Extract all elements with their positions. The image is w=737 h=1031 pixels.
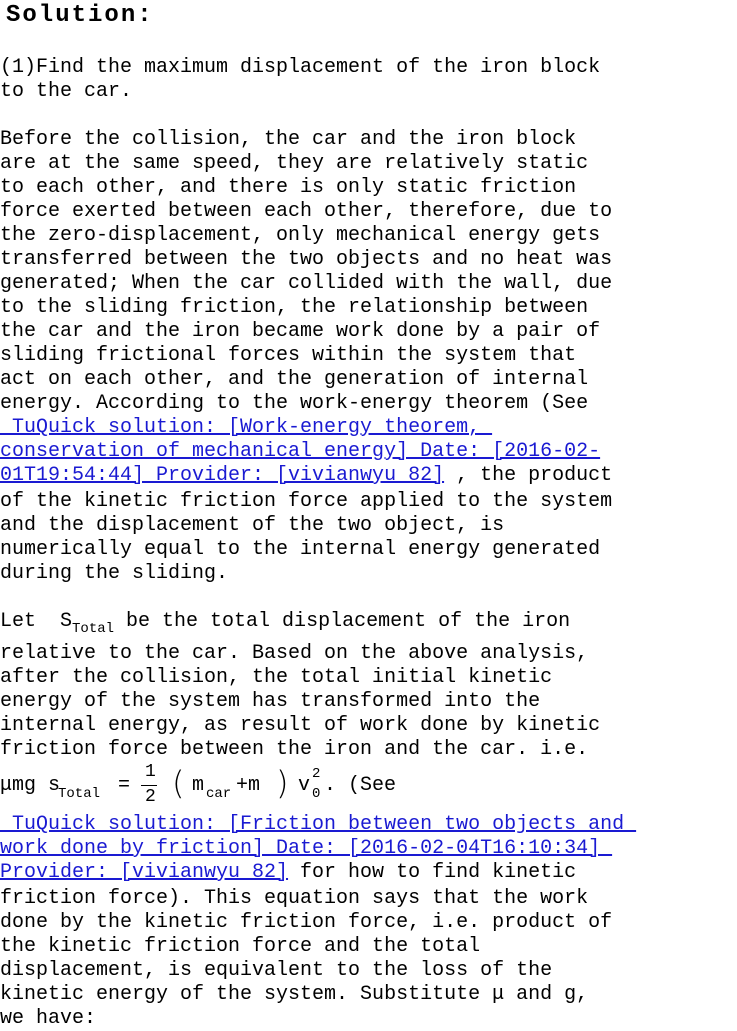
paragraph-1-end: of the kinetic friction force applied to the system and the displacement of the two object, is numerically equal to the internal energy generated during the sliding. <box>0 490 613 585</box>
equation-equals: = <box>118 774 131 797</box>
equation-v-subscript: 0 <box>312 786 321 802</box>
fraction-bar <box>141 785 157 786</box>
reference-link-1[interactable]: TuQuick solution: [Work-energy theorem, conservation of mechanical energy] Date: [2016-02- 01T19:54:44] Provider: [vivianwyu 82] <box>0 416 601 487</box>
link-2-tail: for how to find kinetic <box>288 861 577 884</box>
equation-lhs: μmg s <box>0 774 61 797</box>
equation-v-superscript: 2 <box>312 766 321 782</box>
let-line: Let $S_{Total}$ be the total displacement of the iron <box>0 610 571 637</box>
equation-after-text: . (See <box>324 774 397 797</box>
solution-title: Solution: <box>6 2 154 29</box>
left-paren: ( <box>172 764 185 802</box>
equation-plus-m: +m <box>236 774 261 797</box>
fraction-numerator: 1 <box>145 762 156 782</box>
reference-link-2[interactable]: TuQuick solution: [Friction between two objects and work done by friction] Date: [2016-02-04T16:10:34] Provider: [vivianwyu 82] <box>0 813 637 884</box>
question-text: (1)Find the maximum displacement of the iron block to the car. <box>0 56 601 103</box>
energy-equation <box>0 762 737 810</box>
right-paren: ) <box>276 764 289 802</box>
paragraph-3: friction force). This equation says that the work done by the kinetic friction force, i.e. product of the kinetic friction force and the total displacement, is equivalent to the loss of the kinetic energy of the system. Substitute μ and g, we have: <box>0 887 613 1030</box>
paragraph-1: Before the collision, the car and the iron block are at the same speed, they are relatively static to each other, and there is only static friction force exerted between each other, therefore, due to the zero-displacement, only mechanical energy gets transferred between the two objects and no heat was generated; When the car collided with the wall, due to the sliding friction, the relationship between the car and the iron became work done by a pair of sliding frictional forces within the system that act on each other, and the generation of internal energy. According to the work-energy theorem (See <box>0 128 613 415</box>
reference-link-2-block <box>0 813 737 885</box>
paragraph-1-tail: , the product <box>444 464 613 487</box>
equation-v: v <box>298 774 311 797</box>
reference-link-1-block <box>0 416 737 488</box>
equation-lhs-subscript: Total <box>58 786 101 802</box>
fraction-denominator: 2 <box>145 787 156 807</box>
equation-m-car: m <box>192 774 205 797</box>
equation-m-car-subscript: car <box>206 786 232 802</box>
paragraph-2: relative to the car. Based on the above analysis, after the collision, the total initial kinetic energy of the system has transformed into the internal energy, as result of work done by kinetic friction force between the iron and the car. i.e. <box>0 642 601 761</box>
